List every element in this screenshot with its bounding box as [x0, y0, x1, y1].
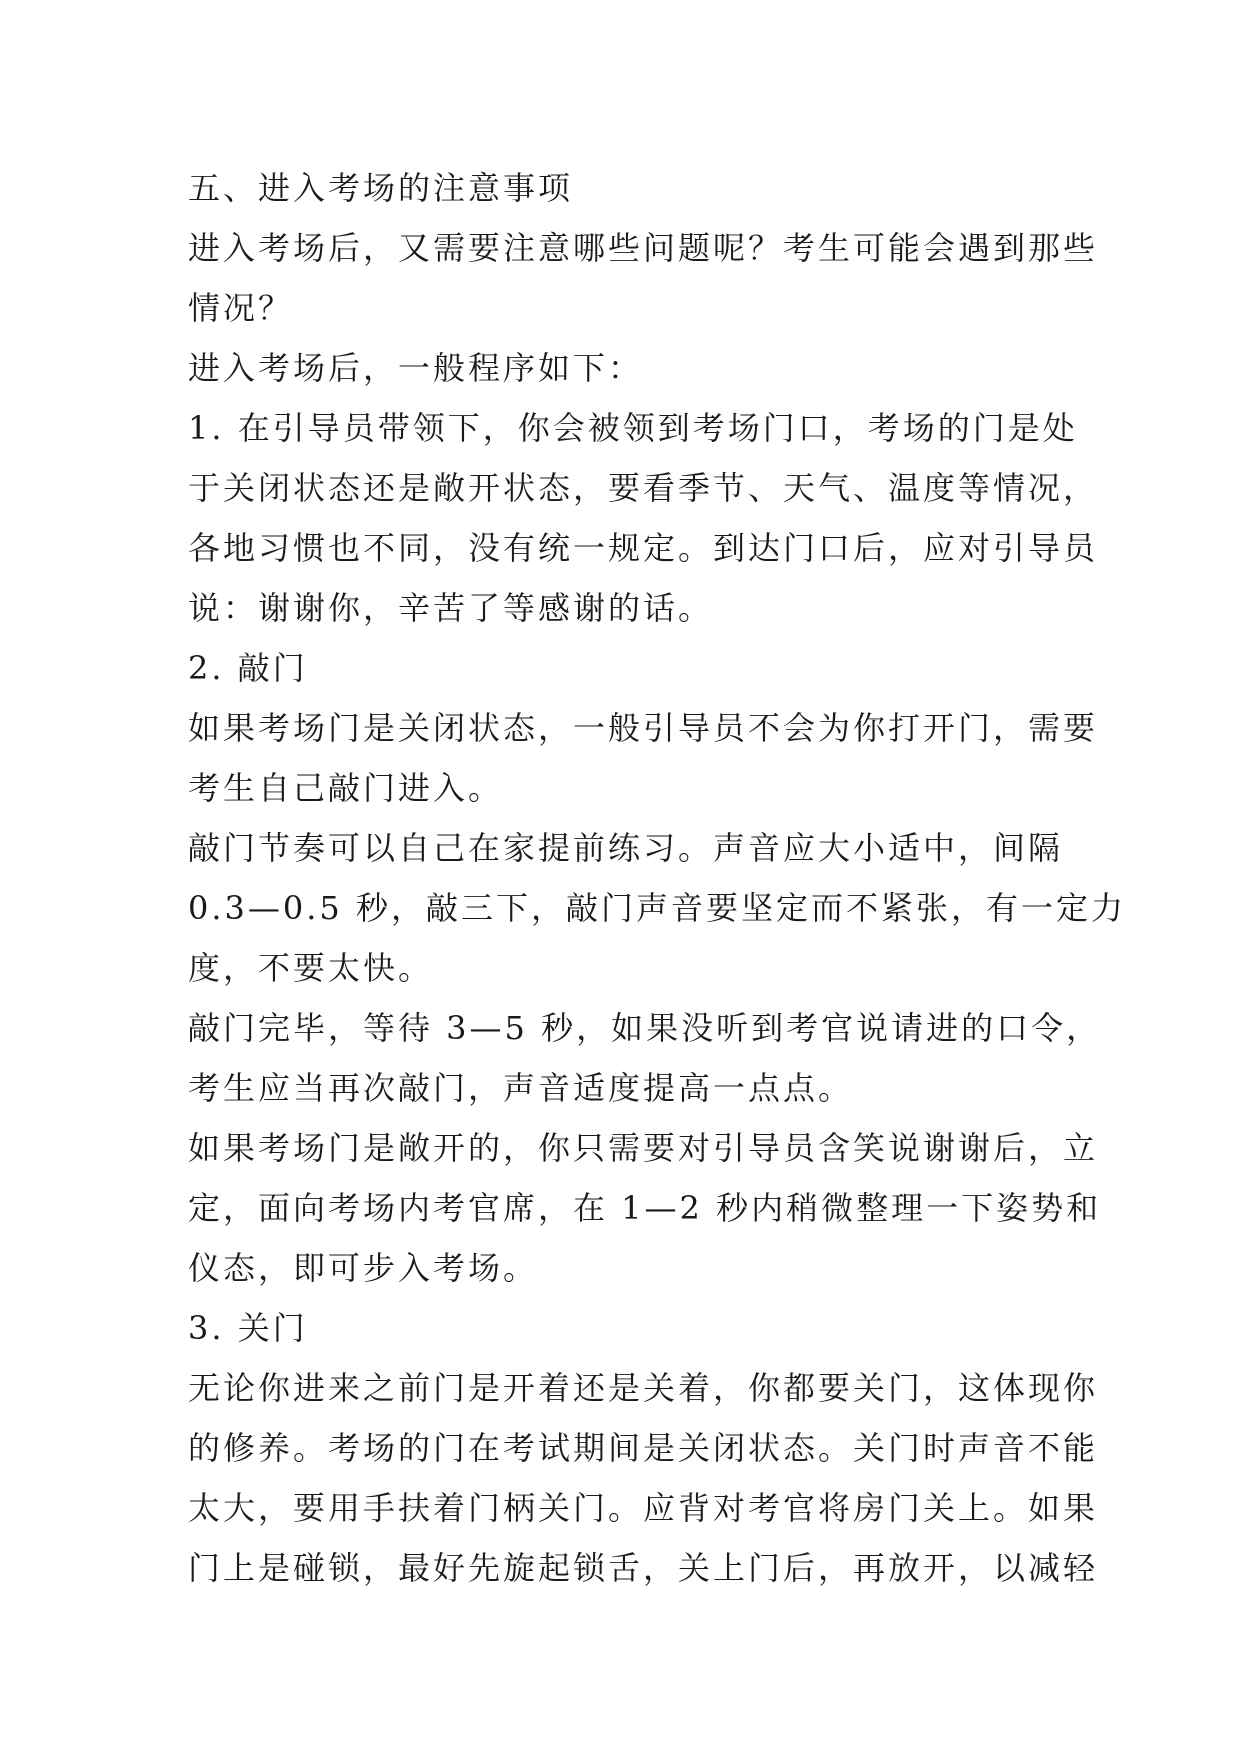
- text-line: 的修养。考场的门在考试期间是关闭状态。关门时声音不能: [188, 1429, 1099, 1467]
- text-line: 仪态，即可步入考场。: [188, 1249, 539, 1287]
- text-line: 如果考场门是敞开的，你只需要对引导员含笑说谢谢后，立: [188, 1129, 1099, 1167]
- text-line: 太大，要用手扶着门柄关门。应背对考官将房门关上。如果: [188, 1489, 1099, 1527]
- text-line: 定，面向考场内考官席，在 1—2 秒内稍微整理一下姿势和: [188, 1189, 1102, 1227]
- text-line: 门上是碰锁，最好先旋起锁舌，关上门后，再放开，以减轻: [188, 1549, 1099, 1587]
- text-line: 情况？: [188, 289, 294, 327]
- text-line: 各地习惯也不同，没有统一规定。到达门口后，应对引导员: [188, 529, 1099, 567]
- text-line: 进入考场后，一般程序如下：: [188, 349, 644, 387]
- step-2-heading: 2. 敲门: [188, 649, 308, 687]
- text-line: 0.3—0.5 秒，敲三下，敲门声音要坚定而不紧张，有一定力: [188, 889, 1126, 927]
- text-line: 度，不要太快。: [188, 949, 434, 987]
- text-line: 无论你进来之前门是开着还是关着，你都要关门，这体现你: [188, 1369, 1099, 1407]
- text-line: 于关闭状态还是敞开状态，要看季节、天气、温度等情况，: [188, 469, 1099, 507]
- text-line: 考生应当再次敲门，声音适度提高一点点。: [188, 1069, 854, 1107]
- step-1-line: 1. 在引导员带领下，你会被领到考场门口，考场的门是处: [188, 409, 1078, 447]
- text-line: 敲门完毕，等待 3—5 秒，如果没听到考官说请进的口令，: [188, 1009, 1102, 1047]
- text-line: 敲门节奏可以自己在家提前练习。声音应大小适中，间隔: [188, 829, 1064, 867]
- text-line: 说：谢谢你，辛苦了等感谢的话。: [188, 589, 714, 627]
- text-line: 考生自己敲门进入。: [188, 769, 504, 807]
- text-line: 如果考场门是关闭状态，一般引导员不会为你打开门，需要: [188, 709, 1099, 747]
- section-heading: 五、进入考场的注意事项: [188, 169, 574, 207]
- text-line: 进入考场后，又需要注意哪些问题呢？考生可能会遇到那些: [188, 229, 1099, 267]
- document-body: [188, 158, 1126, 1598]
- step-3-heading: 3. 关门: [188, 1309, 308, 1347]
